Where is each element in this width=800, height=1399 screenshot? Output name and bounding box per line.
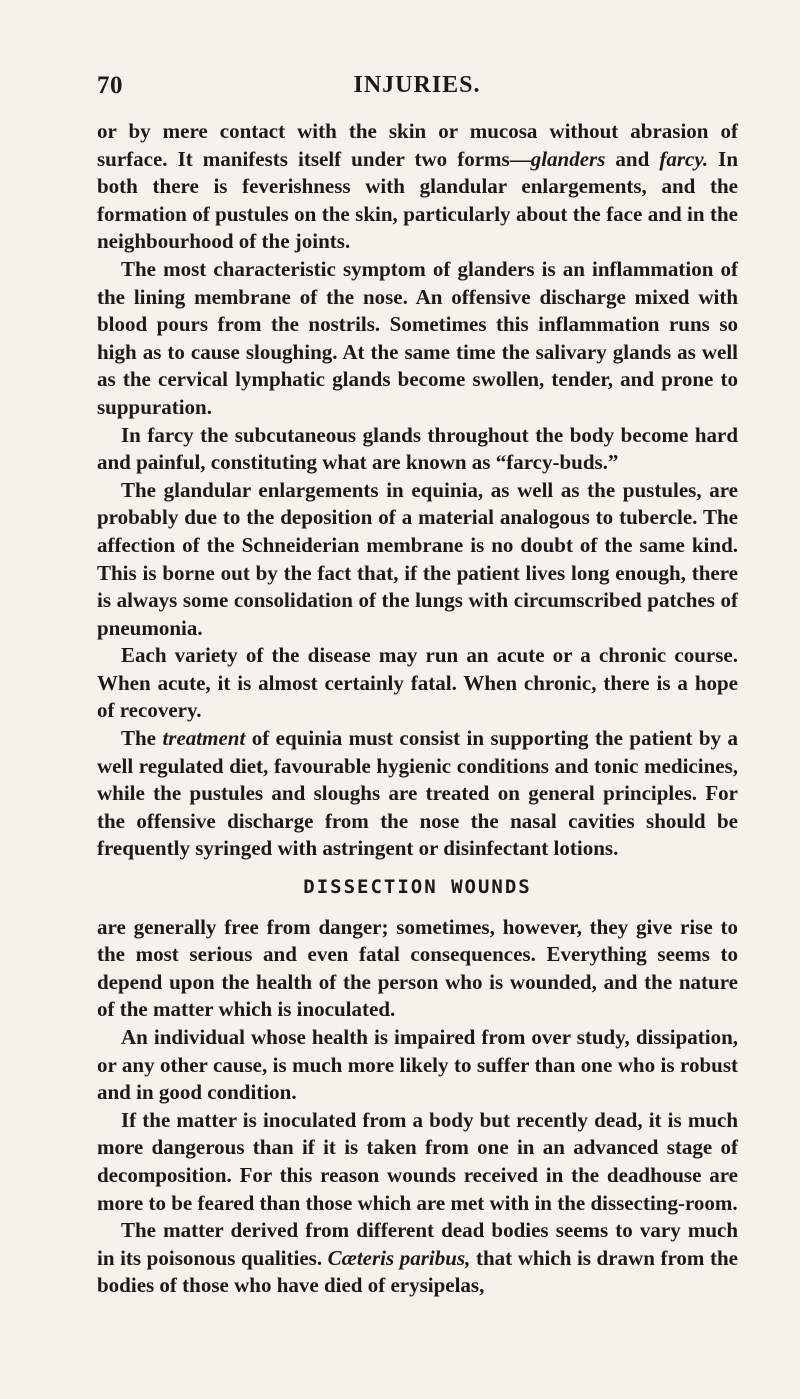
paragraph-6: The treatment of equinia must consist in supporting the patient by a well regulated diet, favourable hygienic conditions and tonic medicines, while the pustules and sloughs are treated on general principles. For the offensive discharge from the nose the nasal cavities should be frequently syringed with astringent or disinfectant lotions. <box>97 726 738 861</box>
section-heading: DISSECTION WOUNDS <box>303 876 532 899</box>
paragraph-1: or by mere contact with the skin or mucosa without abrasion of surface. It manifests itself under two forms—glanders and farcy. In both there is feverishness with glandular enlargements, and the formation of pustules on the skin, particularly about the face and in the neighbourhood of the joints. <box>97 119 738 254</box>
running-head: INJURIES. <box>353 72 481 98</box>
paragraph-4: The glandular enlargements in equinia, as well as the pustules, are probably due to the deposition of a material analogous to tubercle. The affection of the Schneiderian membrane is no doubt of the same kind. This is borne out by the fact that, if the patient lives long enough, there is always some consolidation of the lungs with circumscribed patches of pneumonia. <box>97 477 738 640</box>
paragraph-5: Each variety of the disease may run an acute or a chronic course. When acute, it is almost certainly fatal. When chronic, there is a hope of recovery. <box>97 643 738 723</box>
term-caeteris-paribus: Cæteris paribus, <box>327 1245 471 1270</box>
section-paragraph-2: An individual whose health is impaired from over study, dissipation, or any other cause, is much more likely to suffer than one who is robust and in good condition. <box>97 1025 738 1105</box>
body-text <box>97 118 738 1300</box>
term-farcy: farcy. <box>659 146 709 171</box>
section-paragraph-3: If the matter is inoculated from a body but recently dead, it is much more dangerous than if it is taken from one in an advanced stage of decomposition. For this reason wounds received in the deadhouse are more to be feared than those which are met with in the dissecting-room. <box>97 1107 738 1215</box>
term-treatment: treatment <box>162 726 246 751</box>
section-paragraph-1: are generally free from danger; sometimes, however, they give rise to the most serious and even fatal consequences. Everything seems to depend upon the health of the person who is wounded, and the nature of the matter which is inoculated. <box>97 914 738 1022</box>
page-number: 70 <box>97 72 123 99</box>
paragraph-3: In farcy the subcutaneous glands throughout the body become hard and painful, constituting what are known as “farcy-buds.” <box>97 422 738 475</box>
paragraph-2: The most characteristic symptom of glanders is an inflammation of the lining membrane of the nose. An offensive discharge mixed with blood pours from the nostrils. Sometimes this inflammation runs so high as to cause sloughing. At the same time the salivary glands as well as the cervical lymphatic glands become swollen, tender, and prone to suppuration. <box>97 256 738 419</box>
section-paragraph-4: The matter derived from different dead bodies seems to vary much in its poisonous qualities. Cæteris paribus, that which is drawn from the bodies of those who have died of erysipelas, <box>97 1218 738 1298</box>
page-header <box>97 72 737 106</box>
term-glanders: glanders <box>530 146 606 171</box>
